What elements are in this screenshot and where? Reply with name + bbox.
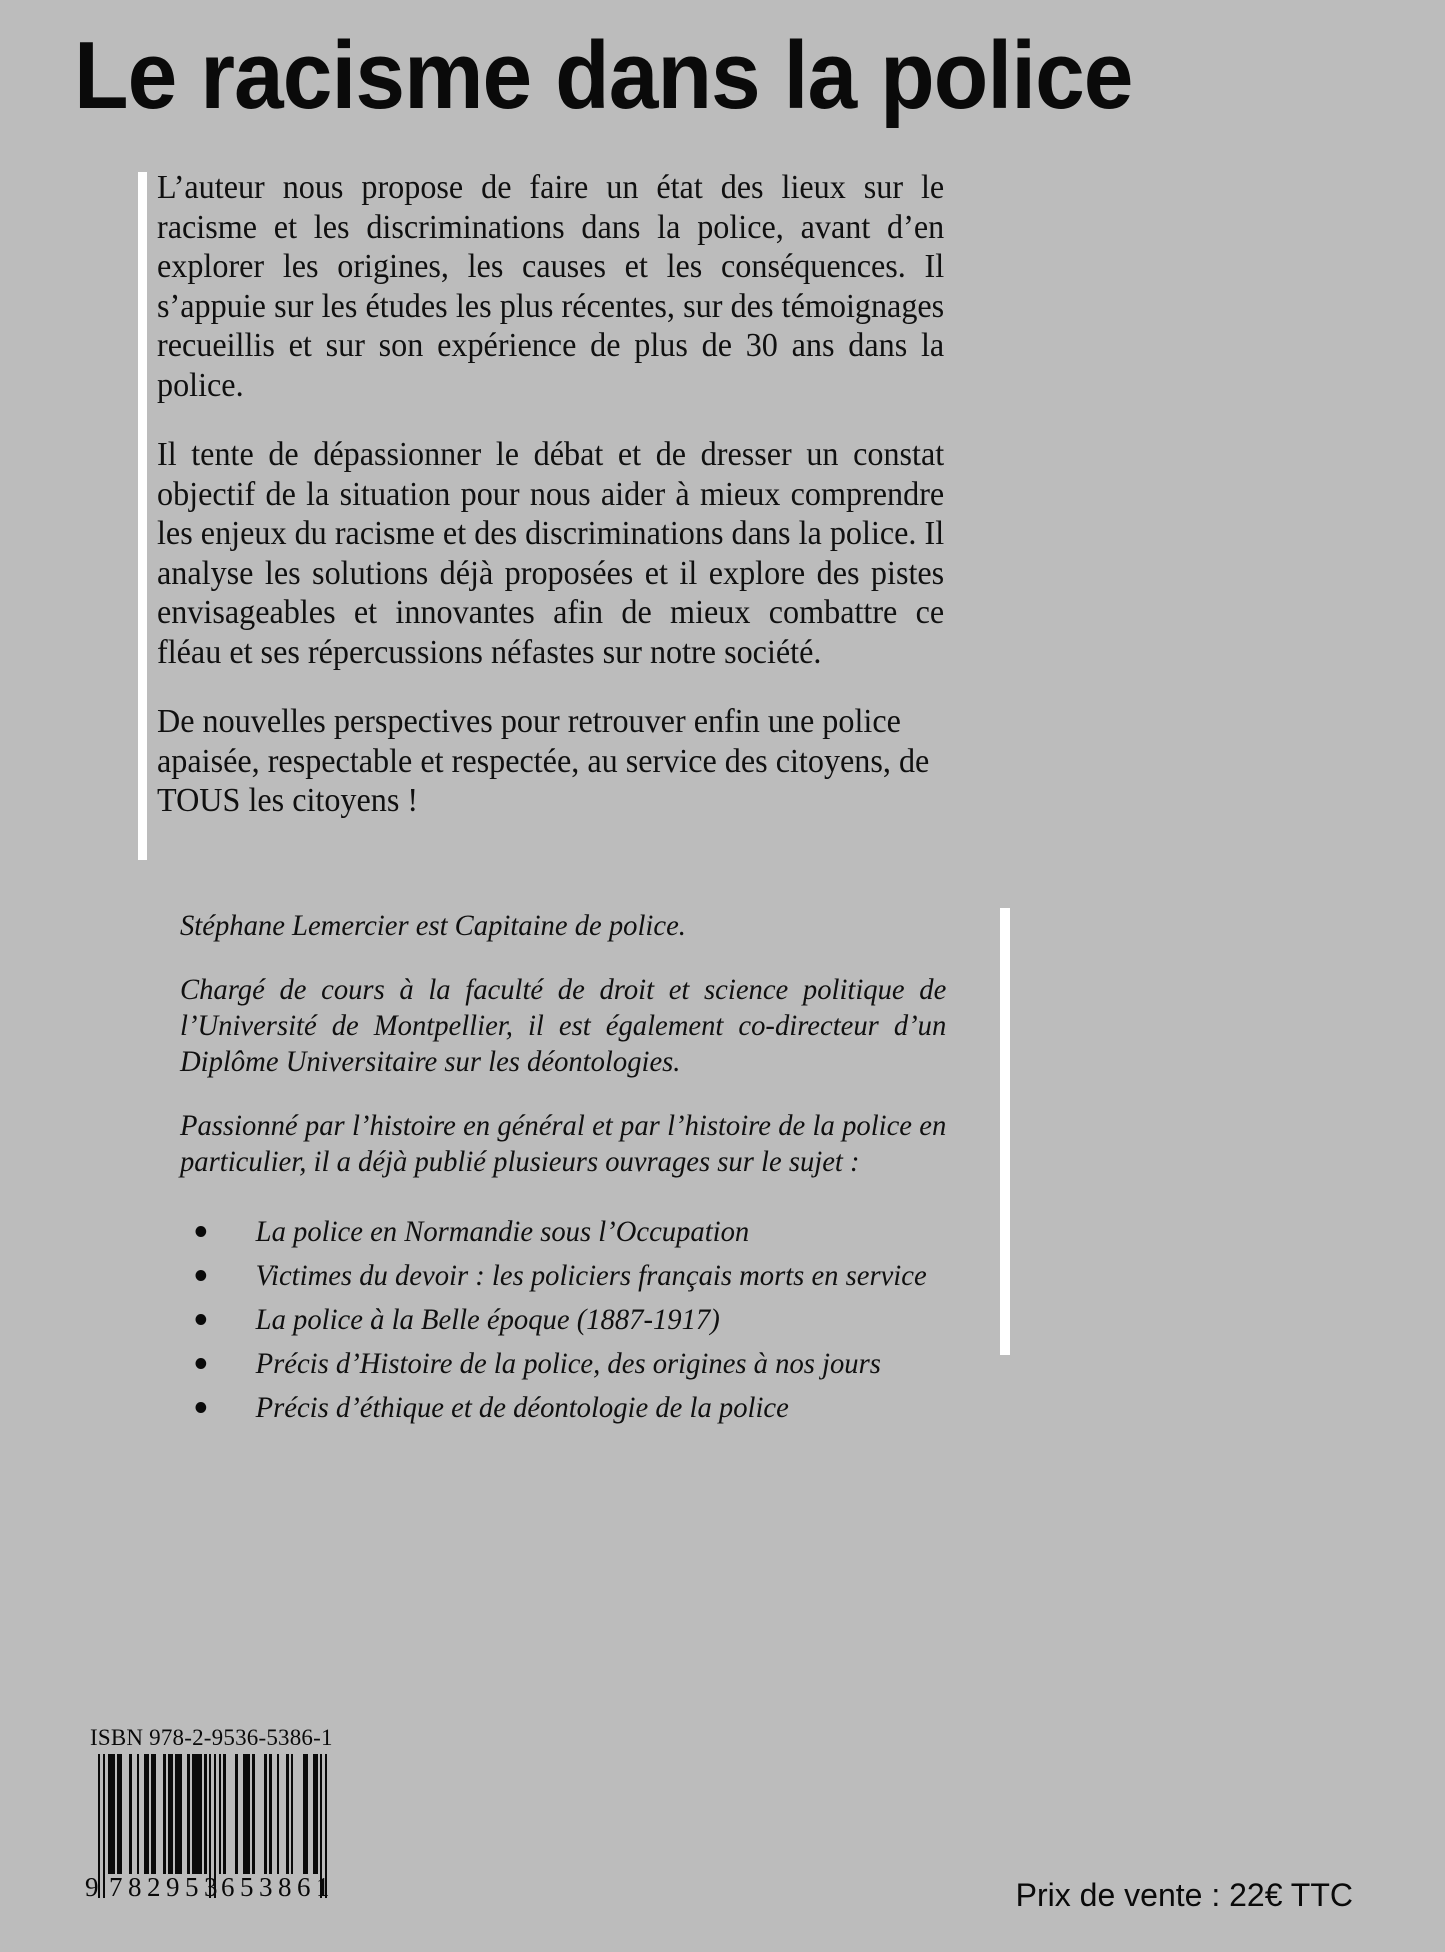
list-item (180, 1214, 946, 1250)
bullet-icon (196, 1314, 207, 1325)
bullet-icon (196, 1358, 207, 1369)
barcode-image (84, 1754, 336, 1902)
isbn-label: ISBN 978-2-9536-5386-1 (90, 1725, 333, 1750)
published-works-list (180, 1214, 970, 1426)
blurb-text (157, 168, 977, 821)
barcode-digit-group-3: 653861 (221, 1872, 335, 1902)
blurb-left-rule (138, 172, 147, 860)
page-title: Le racisme dans la police (74, 22, 1133, 129)
list-item (180, 1390, 946, 1426)
bio-paragraph: Chargé de cours à la faculté de droit et science politique de l’Université de Montpellier, il est également co-directeur d’un Diplôme Universitaire sur les déontologies. (180, 974, 947, 1078)
blurb-paragraph: Il tente de dépassionner le débat et de dresser un constat objectif de la situation pour nous aider à mieux comprendre les enjeux du racisme et des discriminations dans la police. Il analyse les solutions déjà proposées et il explore des pistes envisageables et innovantes afin de mieux combattre ce fléau et ses répercussions néfastes sur notre société. (157, 436, 945, 671)
list-item (180, 1346, 946, 1382)
work-title: Victimes du devoir : les policiers français morts en service (255, 1260, 927, 1292)
work-title: Précis d’éthique et de déontologie de la police (255, 1392, 789, 1424)
work-title: Précis d’Histoire de la police, des origines à nos jours (255, 1348, 881, 1380)
bullet-icon (196, 1226, 207, 1237)
barcode-digit-group-2: 782953 (109, 1872, 223, 1902)
bullet-icon (196, 1270, 207, 1281)
blurb-section (138, 168, 978, 821)
list-item (180, 1302, 946, 1338)
bullet-icon (196, 1402, 207, 1413)
author-bio-section (180, 908, 970, 1434)
blurb-paragraph: L’auteur nous propose de faire un état des lieux sur le racisme et les discriminations dans la police, avant d’en explorer les origines, les causes et les conséquences. Il s’appuie sur les études les plus récentes, sur des témoignages recueillis et sur son expérience de plus de 30 ans dans la police. (157, 169, 945, 404)
price-label: Prix de vente : 22€ TTC (1015, 1877, 1353, 1913)
work-title: La police en Normandie sous l’Occupation (255, 1216, 750, 1248)
list-item (180, 1258, 946, 1294)
barcode-digits (84, 1872, 336, 1904)
bio-right-rule (1000, 908, 1010, 1355)
isbn-barcode-block (84, 1725, 344, 1902)
bio-paragraph: Passionné par l’histoire en général et par l’histoire de la police en particulier, il a déjà publié plusieurs ouvrages sur le sujet : (180, 1110, 947, 1178)
bio-paragraph: Stéphane Lemercier est Capitaine de police. (180, 910, 686, 942)
barcode-digit-group-1: 9 (85, 1872, 99, 1902)
work-title: La police à la Belle époque (1887-1917) (255, 1304, 720, 1336)
blurb-paragraph: De nouvelles perspectives pour retrouver enfin une police apaisée, respectable et respectée, au service des citoyens, de TOUS les citoyens ! (157, 703, 930, 819)
